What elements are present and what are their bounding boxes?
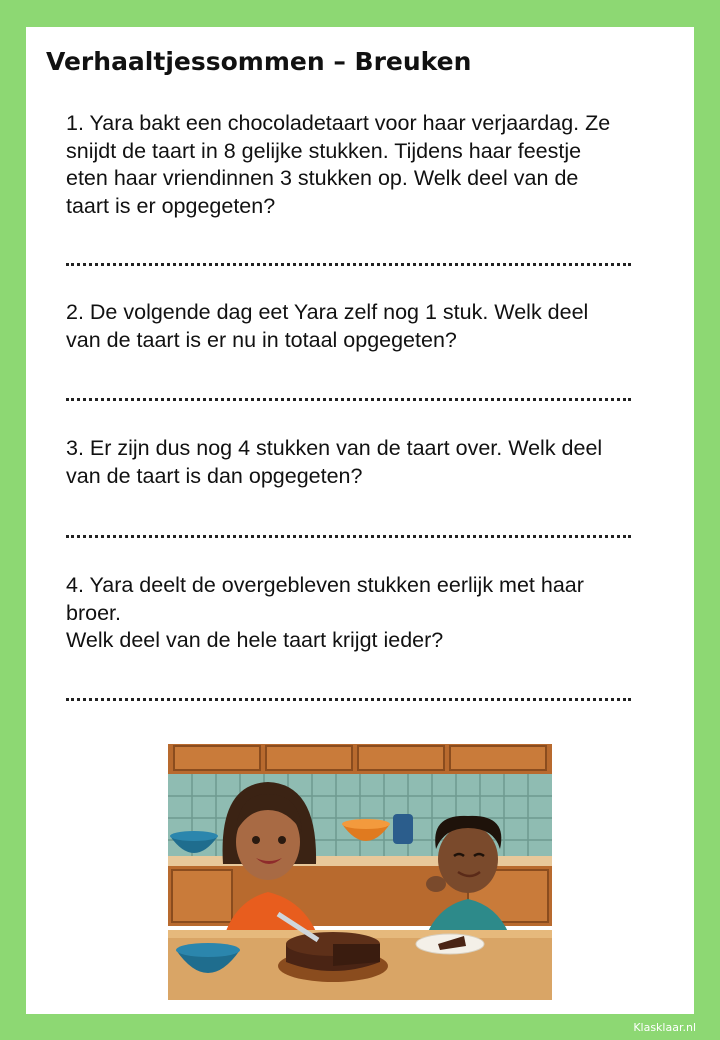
question-line: 3. Er zijn dus nog 4 stukken van de taart over. Welk deel: [66, 436, 603, 460]
question-line: van de taart is er nu in totaal opgegeten?: [66, 327, 457, 352]
answer-line-3[interactable]: [66, 532, 631, 538]
worksheet-title: Verhaaltjessommen – Breuken: [46, 47, 472, 76]
question-4: [66, 572, 666, 655]
answer-line-1[interactable]: [66, 260, 631, 266]
question-line: 1. Yara bakt een chocoladetaart voor haar verjaardag. Ze: [66, 111, 611, 135]
question-line: 2. De volgende dag eet Yara zelf nog 1 stuk. Welk deel: [66, 300, 589, 324]
question-1: [66, 110, 666, 220]
worksheet: [26, 27, 694, 1014]
question-2: [66, 299, 666, 354]
question-line: taart is er opgegeten?: [66, 193, 276, 218]
question-line: Welk deel van de hele taart krijgt ieder?: [66, 628, 444, 652]
question-3: [66, 435, 666, 490]
question-line: eten haar vriendinnen 3 stukken op. Welk deel van de: [66, 166, 579, 190]
kids-eating-cake-illustration: [168, 744, 552, 1000]
answer-line-4[interactable]: [66, 695, 631, 701]
question-line: van de taart is dan opgegeten?: [66, 463, 363, 488]
site-credit: Klasklaar.nl: [633, 1021, 696, 1034]
question-line: broer.: [66, 600, 121, 625]
answer-line-2[interactable]: [66, 395, 631, 401]
question-line: snijdt de taart in 8 gelijke stukken. Tijdens haar feestje: [66, 138, 582, 163]
question-line: 4. Yara deelt de overgebleven stukken eerlijk met haar: [66, 573, 584, 597]
